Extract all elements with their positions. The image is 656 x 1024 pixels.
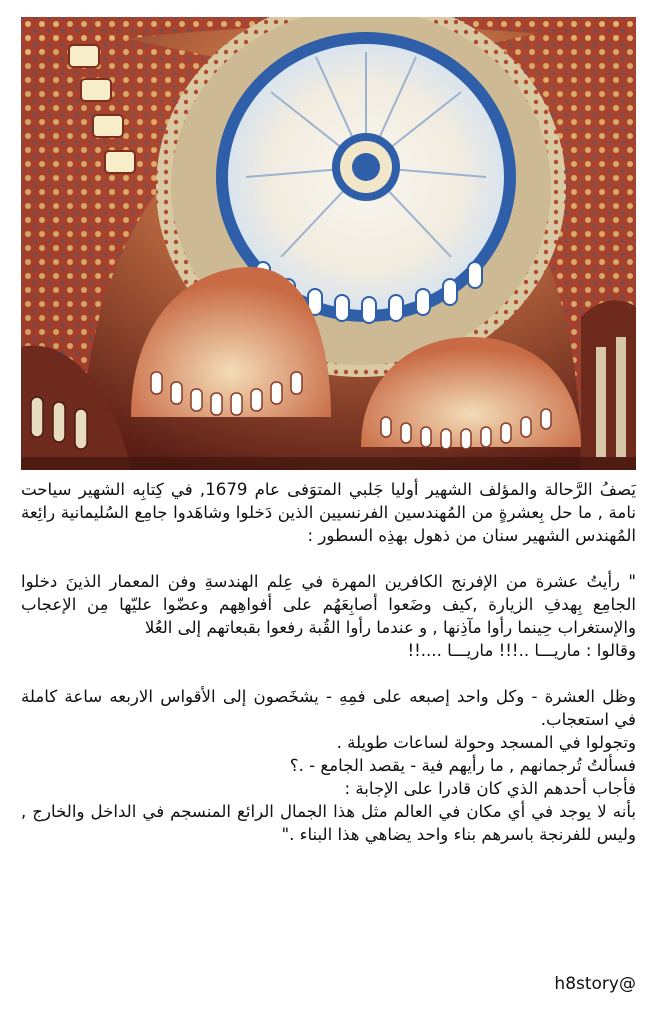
intro-paragraph: يَصفُ الرَّحالة والمؤلف الشهير أوليا جَلبي المتوَفى عام 1679, في كِتابِه الشهير سياحت نامة , ما حل بِعشرةٍ من المُهندسين الفرنسيين الذين دَخلوا وشاهَدوا جامِع السُليمانية رائِعة المُهندس الشهير سنان من ذهول بهذِه السطور :	[21, 480, 636, 545]
text-line: بأنه لا يوجد في أي مكان في العالم مثل هذا الجمال الرائع المنسجم في الداخل والخارج , وليس للفرنجة باسرهم بناء واحد يضاهي هذا البناء ."	[21, 802, 636, 844]
quote-paragraph: " رأيتُ عشرة من الإفرنج الكافرين المهرة في عِلم الهندسةِ وفن المعمار الذينَ دخلوا الجامِع بِهدفِ الزيارة ,كيف وضَعوا أصابِعَهُم على أفواهِهم وعضّوا عليّها مِن الإعجاب والإستغراب حِينما رأوا مآذِنها , و عندما رأوا القُبة رفعوا بقبعاتهم إلى العُلا	[21, 572, 636, 637]
article-body	[21, 478, 636, 846]
mosque-dome-photo	[21, 17, 636, 470]
author-handle: h8story@	[554, 974, 636, 994]
quote-said-line: وقالوا : ماريـــا ..!!! ماريـــا ....!!	[407, 641, 636, 660]
text-line: وظل العشرة - وكل واحد إصبعه على فمِهِ - يشخَصون إلى الأقواس الاربعه ساعة كاملة في استعجاب.	[21, 687, 636, 729]
text-line: فأجاب أحدهم الذي كان قادرا على الإجابة :	[344, 779, 636, 798]
text-line: فسألتُ تُرجمانهم , ما رأيهم فية - يقصد الجامع - .؟	[289, 756, 636, 775]
text-line: وتجولوا في المسجد وحولة لساعات طويلة .	[336, 733, 636, 752]
